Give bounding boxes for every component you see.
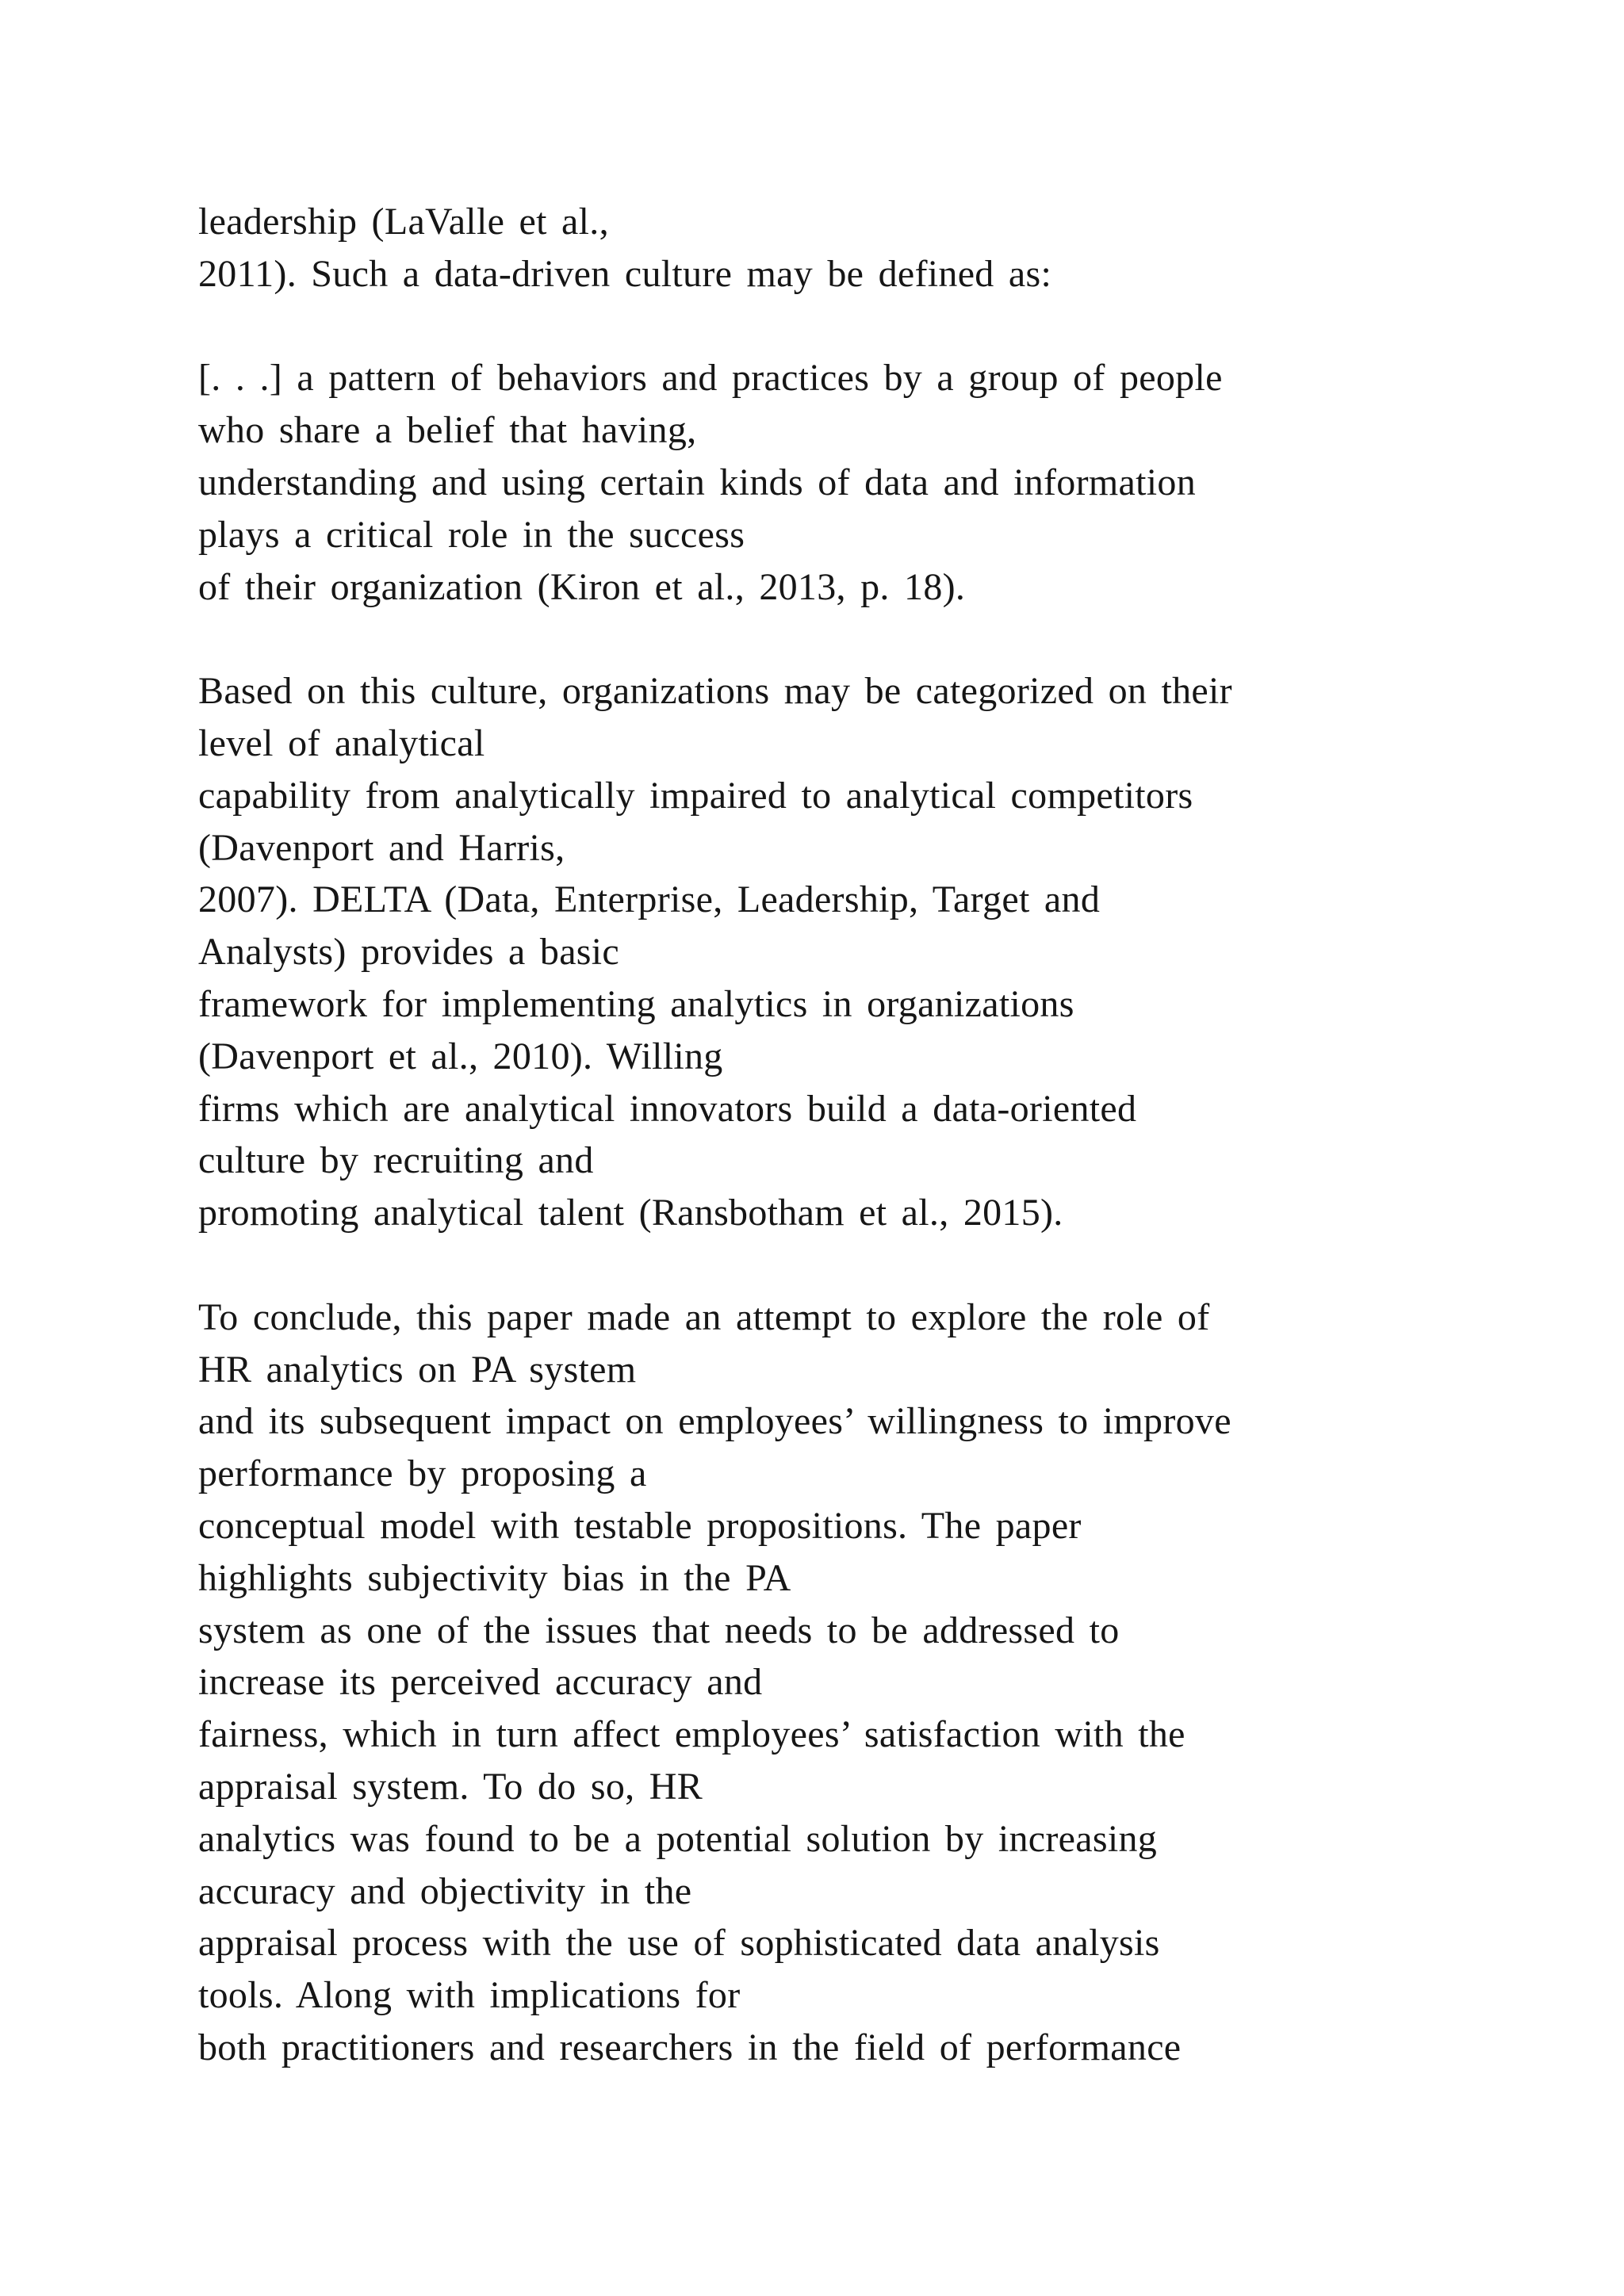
text-line: firms which are analytical innovators build a data-oriented: [198, 1087, 1137, 1130]
text-line: 2007). DELTA (Data, Enterprise, Leadership, Target and: [198, 878, 1101, 921]
text-line: appraisal process with the use of sophisticated data analysis: [198, 1922, 1160, 1965]
text-line: accuracy and objectivity in the: [198, 1869, 692, 1912]
text-line: 2011). Such a data-driven culture may be defined as:: [198, 252, 1052, 295]
text-line: level of analytical: [198, 721, 485, 764]
paragraph-gap: [198, 300, 1578, 353]
text-line: system as one of the issues that needs to be addressed to: [198, 1609, 1120, 1651]
text-line: analytics was found to be a potential solution by increasing: [198, 1817, 1158, 1860]
text-line: promoting analytical talent (Ransbotham et al., 2015).: [198, 1192, 1063, 1234]
text-line: Analysts) provides a basic: [198, 931, 620, 974]
text-line: of their organization (Kiron et al., 2013, p. 18).: [198, 565, 966, 608]
text-line: [. . .] a pattern of behaviors and practices by a group of people: [198, 357, 1223, 400]
text-line: plays a critical role in the success: [198, 513, 745, 556]
text-line: both practitioners and researchers in the field of performance: [198, 2026, 1182, 2068]
text-line: who share a belief that having,: [198, 409, 697, 452]
text-line: appraisal system. To do so, HR: [198, 1765, 703, 1808]
text-line: capability from analytically impaired to analytical competitors: [198, 774, 1193, 817]
text-line: Based on this culture, organizations may be categorized on their: [198, 670, 1232, 713]
text-line: culture by recruiting and: [198, 1139, 594, 1182]
text-line: understanding and using certain kinds of data and information: [198, 461, 1197, 503]
paragraph-1: [198, 196, 1578, 300]
text-line: and its subsequent impact on employees’ willingness to improve: [198, 1400, 1231, 1443]
body-text: [198, 196, 1578, 2074]
text-line: increase its perceived accuracy and: [198, 1661, 763, 1704]
paragraph-gap: [198, 1239, 1578, 1292]
text-line: fairness, which in turn affect employees’ satisfaction with the: [198, 1713, 1185, 1756]
text-line: To conclude, this paper made an attempt to explore the role of: [198, 1295, 1210, 1338]
text-line: (Davenport et al., 2010). Willing: [198, 1035, 723, 1077]
text-line: HR analytics on PA system: [198, 1348, 637, 1391]
paragraph-4: [198, 1292, 1578, 2074]
text-line: conceptual model with testable propositions. The paper: [198, 1504, 1082, 1547]
text-line: performance by proposing a: [198, 1452, 647, 1495]
text-line: tools. Along with implications for: [198, 1974, 741, 2017]
text-line: framework for implementing analytics in organizations: [198, 982, 1074, 1025]
text-line: (Davenport and Harris,: [198, 826, 565, 869]
text-line: highlights subjectivity bias in the PA: [198, 1556, 791, 1599]
text-line: leadership (LaValle et al.,: [198, 201, 609, 243]
paragraph-3: [198, 665, 1578, 1239]
paragraph-gap: [198, 613, 1578, 665]
paragraph-2: [198, 352, 1578, 613]
